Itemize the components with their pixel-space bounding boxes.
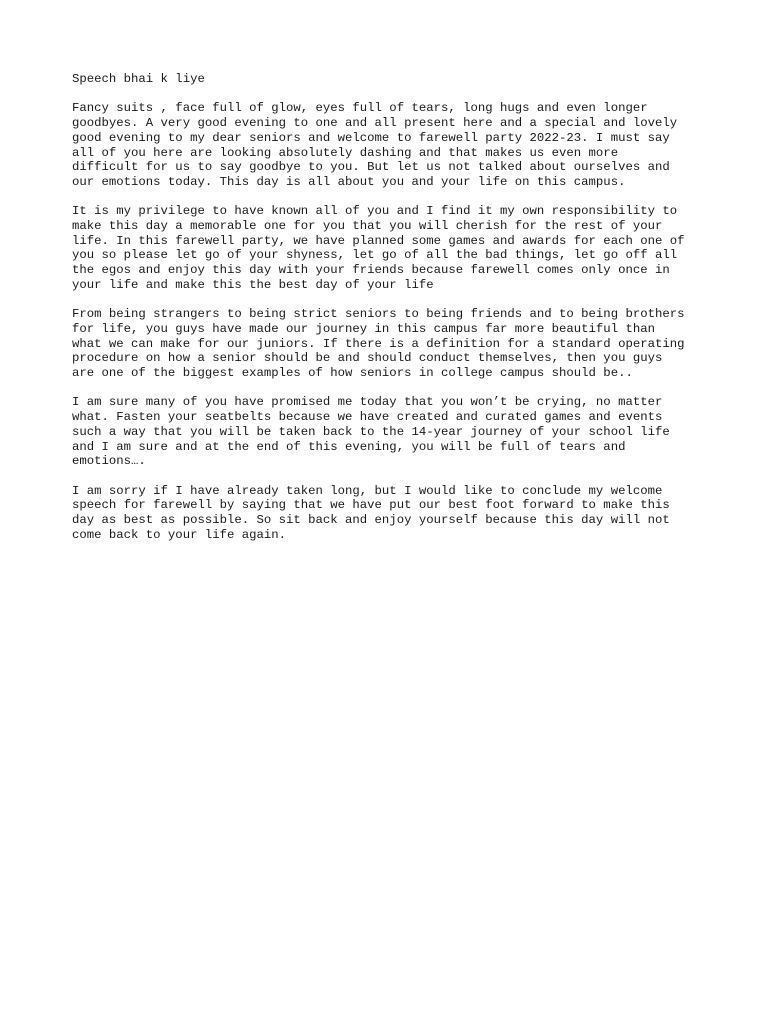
text-line: It is my privilege to have known all of you and I find it my own responsibility to: [72, 204, 678, 219]
paragraph-3: [72, 307, 712, 381]
text-line: what. Fasten your seatbelts because we have created and curated games and events: [72, 410, 663, 425]
text-line: Fancy suits , face full of glow, eyes full of tears, long hugs and even longer: [72, 101, 648, 116]
text-line: procedure on how a senior should be and should conduct themselves, then you guys: [72, 351, 663, 366]
text-line: I am sorry if I have already taken long, but I would like to conclude my welcome: [72, 483, 663, 498]
text-line: From being strangers to being strict seniors to being friends and to being brothers: [72, 307, 685, 322]
text-line: and I am sure and at the end of this evening, you will be full of tears and: [72, 439, 626, 454]
text-line: life. In this farewell party, we have planned some games and awards for each one of: [72, 233, 685, 248]
text-line: all of you here are looking absolutely dashing and that makes us even more: [72, 145, 619, 160]
text-line: your life and make this the best day of your life: [72, 277, 434, 292]
paragraph-5: [72, 484, 712, 543]
text-line: our emotions today. This day is all about you and your life on this campus.: [72, 174, 626, 189]
document-title: Speech bhai k liye: [72, 72, 205, 86]
text-line: difficult for us to say goodbye to you. But let us not talked about ourselves and: [72, 160, 670, 175]
text-line: I am sure many of you have promised me today that you won’t be crying, no matter: [72, 395, 663, 410]
text-line: you so please let go of your shyness, let go of all the bad things, let go off all: [72, 248, 678, 263]
text-line: come back to your life again.: [72, 527, 287, 542]
paragraph-1: [72, 101, 712, 189]
text-line: speech for farewell by saying that we have put our best foot forward to make this: [72, 498, 670, 513]
text-line: such a way that you will be taken back to the 14-year journey of your school life: [72, 424, 670, 439]
text-line: emotions….: [72, 454, 146, 469]
text-line: what we can make for our juniors. If there is a definition for a standard operating: [72, 336, 685, 351]
document-page: [72, 72, 712, 557]
text-line: goodbyes. A very good evening to one and all present here and a special and lovely: [72, 116, 678, 131]
paragraph-4: [72, 395, 712, 469]
text-line: for life, you guys have made our journey in this campus far more beautiful than: [72, 321, 655, 336]
text-line: are one of the biggest examples of how seniors in college campus should be..: [72, 366, 633, 381]
text-line: make this day a memorable one for you that you will cherish for the rest of your: [72, 219, 663, 233]
text-line: the egos and enjoy this day with your friends because farewell comes only once in: [72, 263, 670, 278]
paragraph-2: [72, 204, 712, 292]
text-line: good evening to my dear seniors and welcome to farewell party 2022-23. I must say: [72, 130, 670, 145]
text-line: day as best as possible. So sit back and enjoy yourself because this day will not: [72, 513, 670, 528]
